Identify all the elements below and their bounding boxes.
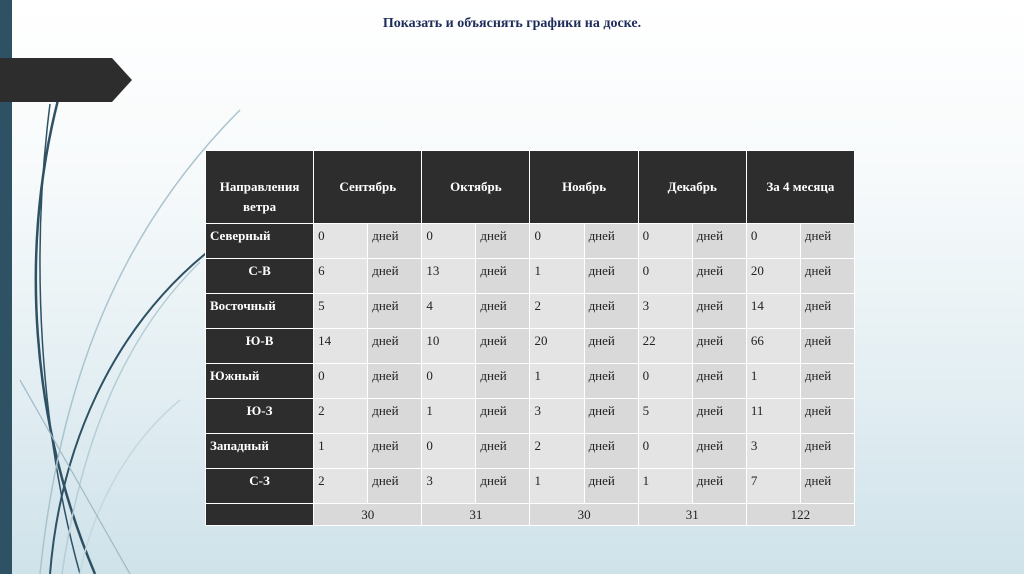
value-cell: 2 [530,294,584,329]
header-september: Сентябрь [314,151,422,224]
slide-title: Показать и объяснять графики на доске. [382,16,642,31]
unit-cell: дней [584,399,638,434]
unit-cell: дней [584,469,638,504]
table-row [206,329,855,364]
unit-cell: дней [368,399,422,434]
unit-cell: дней [692,399,746,434]
value-cell: 1 [746,364,800,399]
table-row [206,364,855,399]
value-cell: 0 [422,434,476,469]
wind-table-container [205,150,855,526]
value-cell: 6 [314,259,368,294]
unit-cell: дней [800,329,854,364]
value-cell: 22 [638,329,692,364]
value-cell: 1 [314,434,368,469]
unit-cell: дней [800,469,854,504]
value-cell: 0 [422,364,476,399]
direction-cell: Западный [206,434,314,469]
table-row [206,224,855,259]
value-cell: 1 [638,469,692,504]
unit-cell: дней [584,294,638,329]
unit-cell: дней [476,259,530,294]
header-november: Ноябрь [530,151,638,224]
unit-cell: дней [368,364,422,399]
unit-cell: дней [368,294,422,329]
unit-cell: дней [584,224,638,259]
unit-cell: дней [692,329,746,364]
unit-cell: дней [476,294,530,329]
unit-cell: дней [368,329,422,364]
unit-cell: дней [800,399,854,434]
header-direction: Направления ветра [206,151,314,224]
unit-cell: дней [584,329,638,364]
unit-cell: дней [476,434,530,469]
value-cell: 0 [638,224,692,259]
unit-cell: дней [692,364,746,399]
unit-cell: дней [476,469,530,504]
total-october: 31 [422,504,530,526]
direction-cell: Южный [206,364,314,399]
unit-cell: дней [584,434,638,469]
value-cell: 20 [530,329,584,364]
unit-cell: дней [368,259,422,294]
value-cell: 13 [422,259,476,294]
totals-label-cell [206,504,314,526]
value-cell: 2 [314,469,368,504]
value-cell: 0 [314,364,368,399]
value-cell: 2 [530,434,584,469]
unit-cell: дней [692,224,746,259]
value-cell: 1 [530,469,584,504]
value-cell: 3 [638,294,692,329]
arrow-tab-shape [0,58,132,102]
unit-cell: дней [368,469,422,504]
unit-cell: дней [692,294,746,329]
direction-cell: С-З [206,469,314,504]
direction-cell: Ю-В [206,329,314,364]
value-cell: 11 [746,399,800,434]
unit-cell: дней [800,434,854,469]
wind-direction-table [205,150,855,526]
unit-cell: дней [476,329,530,364]
unit-cell: дней [800,224,854,259]
unit-cell: дней [476,364,530,399]
value-cell: 3 [422,469,476,504]
unit-cell: дней [692,259,746,294]
table-header-row [206,151,855,224]
unit-cell: дней [368,434,422,469]
value-cell: 20 [746,259,800,294]
value-cell: 2 [314,399,368,434]
header-december: Декабрь [638,151,746,224]
totals-row [206,504,855,526]
unit-cell: дней [476,224,530,259]
unit-cell: дней [800,294,854,329]
unit-cell: дней [584,259,638,294]
value-cell: 14 [746,294,800,329]
total-december: 31 [638,504,746,526]
value-cell: 5 [314,294,368,329]
table-row [206,259,855,294]
unit-cell: дней [692,469,746,504]
value-cell: 0 [530,224,584,259]
value-cell: 7 [746,469,800,504]
table-row [206,469,855,504]
header-four-months: За 4 месяца [746,151,854,224]
value-cell: 5 [638,399,692,434]
value-cell: 3 [746,434,800,469]
value-cell: 3 [530,399,584,434]
value-cell: 0 [746,224,800,259]
value-cell: 4 [422,294,476,329]
total-september: 30 [314,504,422,526]
table-row [206,294,855,329]
value-cell: 1 [530,259,584,294]
value-cell: 0 [638,364,692,399]
table-row [206,434,855,469]
table-row [206,399,855,434]
unit-cell: дней [692,434,746,469]
direction-cell: С-В [206,259,314,294]
value-cell: 14 [314,329,368,364]
value-cell: 66 [746,329,800,364]
value-cell: 0 [638,434,692,469]
value-cell: 0 [314,224,368,259]
unit-cell: дней [368,224,422,259]
direction-cell: Северный [206,224,314,259]
value-cell: 1 [530,364,584,399]
direction-cell: Восточный [206,294,314,329]
unit-cell: дней [584,364,638,399]
header-october: Октябрь [422,151,530,224]
unit-cell: дней [476,399,530,434]
unit-cell: дней [800,364,854,399]
value-cell: 0 [638,259,692,294]
total-november: 30 [530,504,638,526]
value-cell: 10 [422,329,476,364]
value-cell: 1 [422,399,476,434]
value-cell: 0 [422,224,476,259]
unit-cell: дней [800,259,854,294]
total-four-months: 122 [746,504,854,526]
direction-cell: Ю-З [206,399,314,434]
